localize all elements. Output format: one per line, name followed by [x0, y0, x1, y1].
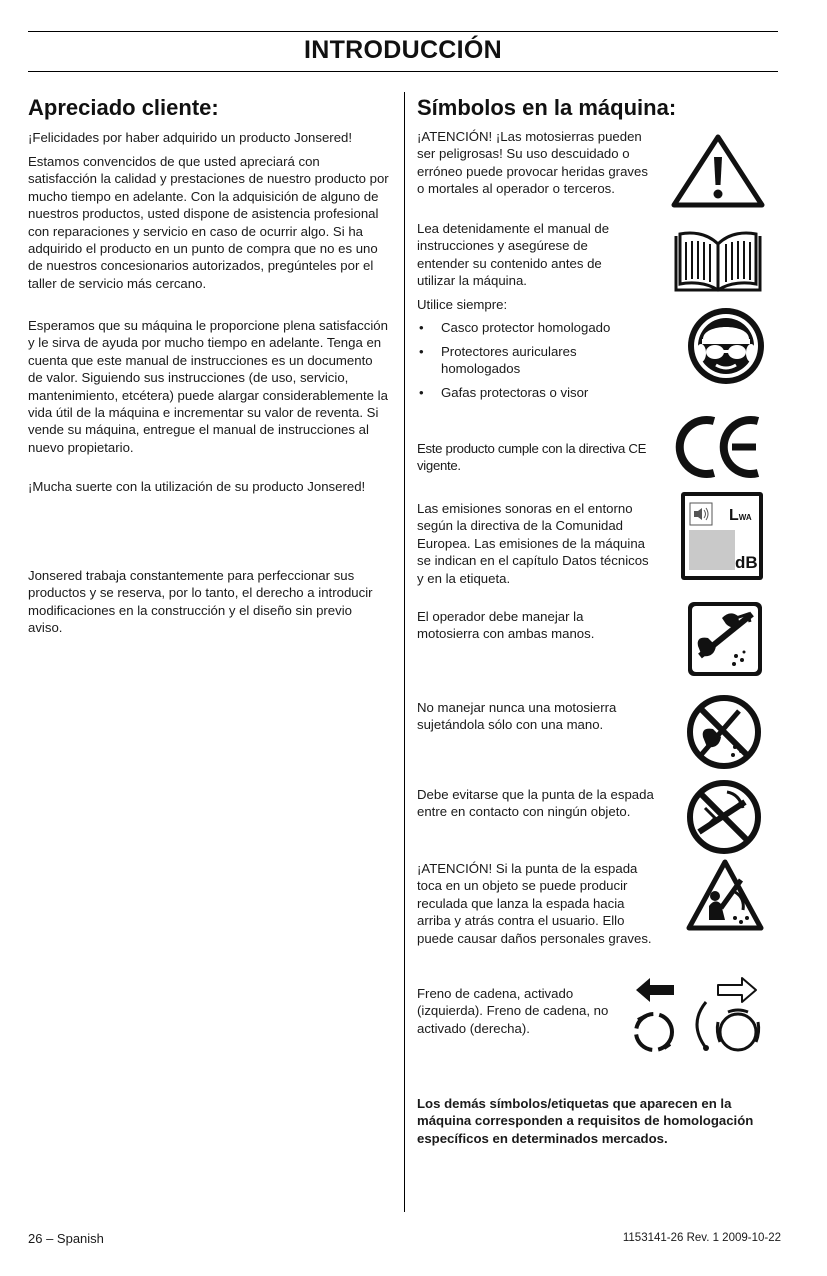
header-rule [28, 71, 778, 72]
good-luck-paragraph: ¡Mucha suerte con la utilización de su producto Jonsered! [28, 479, 366, 494]
bullet-eye-protection-text: Gafas protectoras o visor [441, 385, 589, 400]
bullet-ear-protection-text: Protectores auriculares homologados [441, 344, 577, 377]
book-icon [672, 228, 764, 294]
lwa-label [729, 507, 752, 525]
ce-mark-icon [674, 413, 766, 481]
manual-value-paragraph: Esperamos que su máquina le proporcione plena satisfacción y le sirva de ayuda por mucho tiempo en adelante. Tenga en cuenta que este manual de instrucciones es un documento de valor. Siguiendo sus instrucciones (de uso, servicio, mantenimiento, etcétera) puede alargar considerablemente la vida útil de la máquina e incrementar su valor de reventa. Si vende su máquina, entregue el manual de instrucciones al nuevo propietario. [28, 318, 388, 455]
brake-text: Freno de cadena, activado (izquierda). Freno de cadena, no activado (derecha). [417, 986, 609, 1036]
top-rule [28, 31, 778, 32]
right-heading: Símbolos en la máquina: [417, 95, 677, 120]
warning-triangle-icon [670, 133, 766, 209]
use-always-text: Utilice siempre: [417, 297, 508, 312]
no-tip-contact-icon [685, 778, 763, 856]
db-label: dB [735, 553, 758, 572]
noise-value-box [689, 530, 735, 570]
bullet-helmet-text: Casco protector homologado [441, 320, 611, 335]
warning-text: ¡ATENCIÓN! ¡Las motosierras pueden ser peligrosas! Su uso descuidado o erróneo puede provocar heridas graves o mortales al operador o terceros. [417, 129, 648, 197]
footer-doc-id: 1153141-26 Rev. 1 2009-10-22 [622, 1232, 781, 1244]
speaker-icon [689, 502, 713, 526]
congrats-paragraph: ¡Felicidades por haber adquirido un producto Jonsered! [28, 130, 353, 145]
noise-label-icon [681, 492, 763, 580]
lwa-subscript: WA [738, 513, 752, 522]
lwa-letter: L [729, 507, 739, 524]
protective-gear-icon [685, 305, 767, 387]
quality-paragraph: Estamos convencidos de que usted apreciará con satisfacción la calidad y prestaciones de nuestro producto por mucho tiempo en adelante. Con la adquisición de alguno de nuestros productos, usted dispone de asistencia profesional con reparaciones y servicio en caso de ocurrir algo. Si ha adquirido el producto en un punto de compra que no es uno de nuestros concesionarios autorizados, pregúnteles por el taller de servicio más cercano. [28, 154, 389, 291]
no-one-hand-icon [685, 693, 763, 771]
manual-text: Lea detenidamente el manual de instrucciones y asegúrese de entender su contenido antes de utilizar la máquina. [417, 221, 610, 289]
kickback-text: ¡ATENCIÓN! Si la punta de la espada toca en un objeto se puede producir reculada que lanza la espada hacia arriba y atrás contra el usuario. Ello puede causar daños personales graves. [417, 861, 652, 946]
two-hands-text: El operador debe manejar la motosierra con ambas manos. [417, 609, 595, 642]
chain-brake-icon [630, 976, 762, 1056]
footer-page-number: 26 – Spanish [28, 1231, 104, 1246]
kickback-icon [685, 858, 765, 932]
page-title: INTRODUCCIÓN [303, 36, 503, 64]
modifications-paragraph: Jonsered trabaja constantemente para perfeccionar sus productos y se reserva, por lo tanto, el derecho a introducir modificaciones en la construcción y el diseño sin previo aviso. [28, 568, 373, 636]
noise-text: Las emisiones sonoras en el entorno según la directiva de la Comunidad Europea. Las emisiones de la máquina se indican en el capítulo Datos técnicos y en la etiqueta. [417, 501, 649, 586]
ce-text: Este producto cumple con la directiva CE vigente. [417, 441, 647, 474]
left-heading: Apreciado cliente: [28, 95, 219, 120]
final-note: Los demás símbolos/etiquetas que aparecen en la máquina corresponden a requisitos de homologación específicos en determinados mercados. [417, 1096, 754, 1146]
tip-contact-text: Debe evitarse que la punta de la espada entre en contacto con ningún objeto. [417, 787, 654, 820]
one-hand-text: No manejar nunca una motosierra sujetándola sólo con una mano. [417, 700, 617, 733]
column-divider [404, 92, 405, 1212]
two-hands-icon [686, 600, 764, 678]
